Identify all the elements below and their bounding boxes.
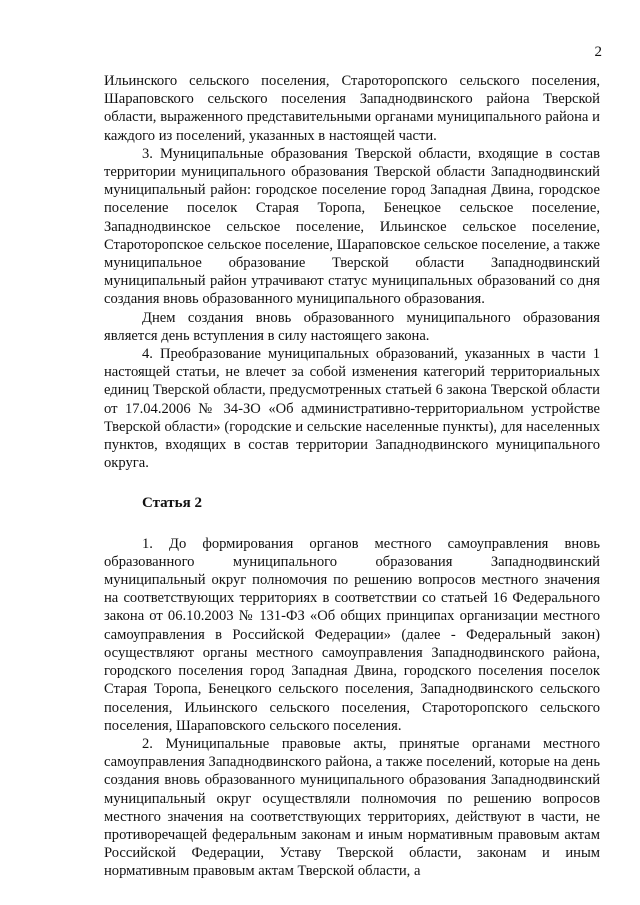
article-heading: Статья 2 [142,495,202,512]
paragraph: Днем создания вновь образованного муниципального образования является день вступления в силу настоящего закона. [104,309,600,344]
paragraph: 4. Преобразование муниципальных образований, указанных в части 1 настоящей статьи, не влечет за собой изменения категорий территориальных единиц Тверской области, предусмотренных статьей 6 закона Тверской области от 17.04.2006 № 34-ЗО «Об административно-территориальном устройстве Тверской области» (городские и сельские населенные пункты), для населенных пунктов, входящих в состав территории Западнодвинского муниципального округа. [104,346,600,472]
paragraph: 2. Муниципальные правовые акты, принятые органами местного самоуправления Западнодвинского района, а также поселений, которые на день создания вновь образованного муниципального образования Западнодвинский муниципальный округ осуществляли полномочия по решению вопросов местного значения на соответствующих территориях, действуют в части, не противоречащей федеральным законам и иным нормативным правовым актам Российской Федерации, Уставу Тверской области, законам и иным нормативным правовым актам Тверской области, а [104,735,600,880]
paragraph: Ильинского сельского поселения, Старотoропского сельского поселения, Шараповского сельского поселения Западнодвинского района Тверской области, выраженного представительными органами муниципального района и каждого из поселений, указанных в настоящей части. [104,73,600,144]
paragraphs-before-article [104,72,600,472]
paragraphs-after-article [104,535,600,881]
page-number: 2 [594,44,602,60]
document-body [104,72,600,881]
paragraph: 3. Муниципальные образования Тверской области, входящие в состав территории муниципального образования Тверской области Западнодвинский муниципальный район: городское поселение город Западная Двина, городское поселение поселок Старая Торопа, Бенецкое сельское поселение, Западнодвинское сельское поселение, Ильинское сельское поселение, Староторопское сельское поселение, Шараповское сельское поселение, а также муниципальное образование Тверской области Западнодвинский муниципальный район утрачивают статус муниципальных образований со дня создания вновь образованного муниципального образования. [104,145,600,308]
paragraph: 1. До формирования органов местного самоуправления вновь образованного муниципального образования Западнодвинский муниципальный округ полномочия по решению вопросов местного значения на соответствующих территориях в соответствии со статьей 16 Федерального закона от 06.10.2003 № 131-ФЗ «Об общих принципах организации местного самоуправления в Российской Федерации» (далее - Федеральный закон) осуществляют органы местного самоуправления Западнодвинского района, городского поселения город Западная Двина, городского поселения поселок Старая Торопа, Бенецкого сельского поселения, Западнодвинского сельского поселения, Ильинского сельского поселения, Староторопского сельского поселения, Шараповского сельского поселения. [104,535,600,734]
